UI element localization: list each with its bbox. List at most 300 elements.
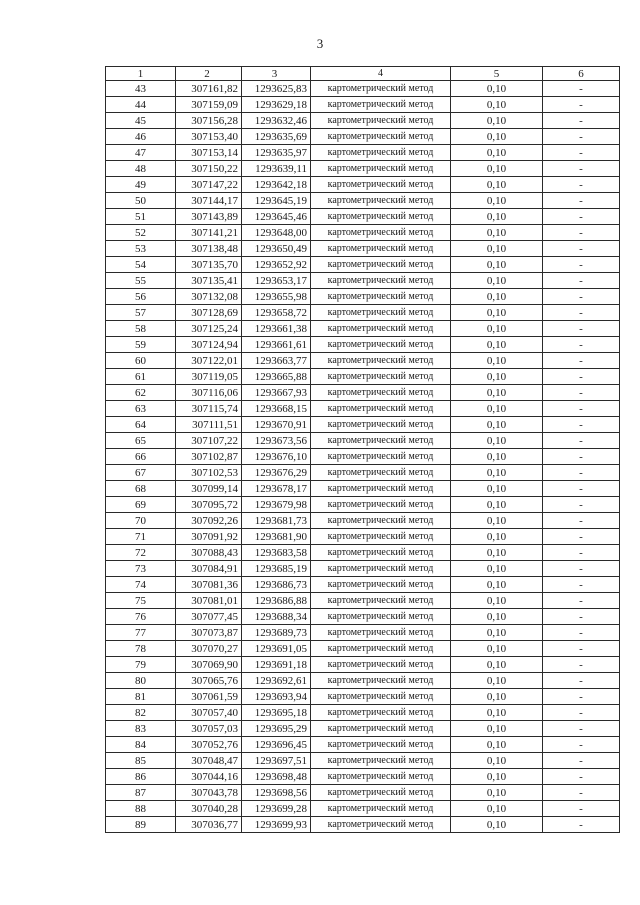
- method-cell: картометрический метод: [311, 529, 451, 545]
- point-number-cell: 63: [106, 401, 176, 417]
- x-coordinate-cell: 307092,26: [176, 513, 242, 529]
- table-row: [106, 801, 620, 817]
- x-coordinate-cell: 307150,22: [176, 161, 242, 177]
- x-coordinate-cell: 307057,40: [176, 705, 242, 721]
- point-number-cell: 80: [106, 673, 176, 689]
- note-cell: -: [543, 465, 620, 481]
- x-coordinate-cell: 307119,05: [176, 369, 242, 385]
- method-cell: картометрический метод: [311, 641, 451, 657]
- note-cell: -: [543, 177, 620, 193]
- column-header-6: 6: [543, 67, 620, 81]
- table-row: [106, 689, 620, 705]
- point-number-cell: 71: [106, 529, 176, 545]
- x-coordinate-cell: 307125,24: [176, 321, 242, 337]
- method-cell: картометрический метод: [311, 417, 451, 433]
- accuracy-cell: 0,10: [451, 497, 543, 513]
- method-cell: картометрический метод: [311, 705, 451, 721]
- method-cell: картометрический метод: [311, 465, 451, 481]
- x-coordinate-cell: 307057,03: [176, 721, 242, 737]
- accuracy-cell: 0,10: [451, 193, 543, 209]
- table-row: [106, 177, 620, 193]
- x-coordinate-cell: 307070,27: [176, 641, 242, 657]
- note-cell: -: [543, 753, 620, 769]
- point-number-cell: 82: [106, 705, 176, 721]
- accuracy-cell: 0,10: [451, 689, 543, 705]
- point-number-cell: 54: [106, 257, 176, 273]
- y-coordinate-cell: 1293696,45: [242, 737, 311, 753]
- method-cell: картометрический метод: [311, 385, 451, 401]
- note-cell: -: [543, 449, 620, 465]
- point-number-cell: 46: [106, 129, 176, 145]
- note-cell: -: [543, 433, 620, 449]
- page-number: 3: [316, 36, 324, 51]
- y-coordinate-cell: 1293652,92: [242, 257, 311, 273]
- accuracy-cell: 0,10: [451, 113, 543, 129]
- x-coordinate-cell: 307036,77: [176, 817, 242, 833]
- point-number-cell: 65: [106, 433, 176, 449]
- method-cell: картометрический метод: [311, 241, 451, 257]
- note-cell: -: [543, 529, 620, 545]
- x-coordinate-cell: 307132,08: [176, 289, 242, 305]
- method-cell: картометрический метод: [311, 193, 451, 209]
- table-row: [106, 97, 620, 113]
- method-cell: картометрический метод: [311, 177, 451, 193]
- method-cell: картометрический метод: [311, 593, 451, 609]
- table-row: [106, 321, 620, 337]
- point-number-cell: 73: [106, 561, 176, 577]
- table-row: [106, 753, 620, 769]
- method-cell: картометрический метод: [311, 737, 451, 753]
- table-row: [106, 817, 620, 833]
- y-coordinate-cell: 1293685,19: [242, 561, 311, 577]
- point-number-cell: 67: [106, 465, 176, 481]
- y-coordinate-cell: 1293699,28: [242, 801, 311, 817]
- method-cell: картометрический метод: [311, 497, 451, 513]
- accuracy-cell: 0,10: [451, 289, 543, 305]
- accuracy-cell: 0,10: [451, 609, 543, 625]
- table-row: [106, 593, 620, 609]
- accuracy-cell: 0,10: [451, 401, 543, 417]
- point-number-cell: 55: [106, 273, 176, 289]
- x-coordinate-cell: 307107,22: [176, 433, 242, 449]
- y-coordinate-cell: 1293688,34: [242, 609, 311, 625]
- table-body: [106, 81, 620, 833]
- method-cell: картометрический метод: [311, 673, 451, 689]
- point-number-cell: 72: [106, 545, 176, 561]
- x-coordinate-cell: 307122,01: [176, 353, 242, 369]
- accuracy-cell: 0,10: [451, 161, 543, 177]
- method-cell: картометрический метод: [311, 625, 451, 641]
- x-coordinate-cell: 307143,89: [176, 209, 242, 225]
- y-coordinate-cell: 1293686,73: [242, 577, 311, 593]
- method-cell: картометрический метод: [311, 721, 451, 737]
- point-number-cell: 81: [106, 689, 176, 705]
- accuracy-cell: 0,10: [451, 337, 543, 353]
- accuracy-cell: 0,10: [451, 257, 543, 273]
- accuracy-cell: 0,10: [451, 433, 543, 449]
- y-coordinate-cell: 1293635,97: [242, 145, 311, 161]
- x-coordinate-cell: 307084,91: [176, 561, 242, 577]
- y-coordinate-cell: 1293691,05: [242, 641, 311, 657]
- point-number-cell: 44: [106, 97, 176, 113]
- point-number-cell: 59: [106, 337, 176, 353]
- table-header-row: [106, 67, 620, 81]
- table-row: [106, 561, 620, 577]
- y-coordinate-cell: 1293650,49: [242, 241, 311, 257]
- y-coordinate-cell: 1293642,18: [242, 177, 311, 193]
- x-coordinate-cell: 307144,17: [176, 193, 242, 209]
- x-coordinate-cell: 307135,41: [176, 273, 242, 289]
- accuracy-cell: 0,10: [451, 625, 543, 641]
- note-cell: -: [543, 145, 620, 161]
- method-cell: картометрический метод: [311, 753, 451, 769]
- x-coordinate-cell: 307099,14: [176, 481, 242, 497]
- note-cell: -: [543, 705, 620, 721]
- note-cell: -: [543, 721, 620, 737]
- y-coordinate-cell: 1293673,56: [242, 433, 311, 449]
- note-cell: -: [543, 129, 620, 145]
- method-cell: картометрический метод: [311, 113, 451, 129]
- table-row: [106, 785, 620, 801]
- y-coordinate-cell: 1293668,15: [242, 401, 311, 417]
- point-number-cell: 51: [106, 209, 176, 225]
- note-cell: -: [543, 225, 620, 241]
- accuracy-cell: 0,10: [451, 97, 543, 113]
- method-cell: картометрический метод: [311, 481, 451, 497]
- note-cell: -: [543, 401, 620, 417]
- y-coordinate-cell: 1293655,98: [242, 289, 311, 305]
- method-cell: картометрический метод: [311, 769, 451, 785]
- x-coordinate-cell: 307135,70: [176, 257, 242, 273]
- y-coordinate-cell: 1293686,88: [242, 593, 311, 609]
- accuracy-cell: 0,10: [451, 657, 543, 673]
- accuracy-cell: 0,10: [451, 561, 543, 577]
- method-cell: картометрический метод: [311, 353, 451, 369]
- y-coordinate-cell: 1293653,17: [242, 273, 311, 289]
- x-coordinate-cell: 307077,45: [176, 609, 242, 625]
- point-number-cell: 77: [106, 625, 176, 641]
- x-coordinate-cell: 307156,28: [176, 113, 242, 129]
- y-coordinate-cell: 1293683,58: [242, 545, 311, 561]
- method-cell: картометрический метод: [311, 145, 451, 161]
- accuracy-cell: 0,10: [451, 353, 543, 369]
- note-cell: -: [543, 193, 620, 209]
- y-coordinate-cell: 1293661,38: [242, 321, 311, 337]
- x-coordinate-cell: 307116,06: [176, 385, 242, 401]
- method-cell: картометрический метод: [311, 433, 451, 449]
- y-coordinate-cell: 1293681,73: [242, 513, 311, 529]
- point-number-cell: 57: [106, 305, 176, 321]
- y-coordinate-cell: 1293645,19: [242, 193, 311, 209]
- table-row: [106, 433, 620, 449]
- y-coordinate-cell: 1293670,91: [242, 417, 311, 433]
- point-number-cell: 85: [106, 753, 176, 769]
- column-header-1: 1: [106, 67, 176, 81]
- note-cell: -: [543, 561, 620, 577]
- method-cell: картометрический метод: [311, 81, 451, 97]
- point-number-cell: 78: [106, 641, 176, 657]
- method-cell: картометрический метод: [311, 545, 451, 561]
- method-cell: картометрический метод: [311, 817, 451, 833]
- point-number-cell: 48: [106, 161, 176, 177]
- point-number-cell: 52: [106, 225, 176, 241]
- accuracy-cell: 0,10: [451, 385, 543, 401]
- note-cell: -: [543, 369, 620, 385]
- note-cell: -: [543, 657, 620, 673]
- x-coordinate-cell: 307048,47: [176, 753, 242, 769]
- table-row: [106, 737, 620, 753]
- column-header-3: 3: [242, 67, 311, 81]
- point-number-cell: 89: [106, 817, 176, 833]
- method-cell: картометрический метод: [311, 689, 451, 705]
- point-number-cell: 86: [106, 769, 176, 785]
- x-coordinate-cell: 307161,82: [176, 81, 242, 97]
- y-coordinate-cell: 1293667,93: [242, 385, 311, 401]
- accuracy-cell: 0,10: [451, 753, 543, 769]
- table-row: [106, 337, 620, 353]
- table-row: [106, 305, 620, 321]
- method-cell: картометрический метод: [311, 321, 451, 337]
- table-row: [106, 369, 620, 385]
- point-number-cell: 84: [106, 737, 176, 753]
- point-number-cell: 88: [106, 801, 176, 817]
- method-cell: картометрический метод: [311, 369, 451, 385]
- y-coordinate-cell: 1293698,56: [242, 785, 311, 801]
- x-coordinate-cell: 307052,76: [176, 737, 242, 753]
- accuracy-cell: 0,10: [451, 529, 543, 545]
- accuracy-cell: 0,10: [451, 673, 543, 689]
- accuracy-cell: 0,10: [451, 273, 543, 289]
- note-cell: -: [543, 321, 620, 337]
- accuracy-cell: 0,10: [451, 449, 543, 465]
- table-row: [106, 513, 620, 529]
- table-row: [106, 209, 620, 225]
- table-row: [106, 577, 620, 593]
- accuracy-cell: 0,10: [451, 577, 543, 593]
- table-row: [106, 769, 620, 785]
- method-cell: картометрический метод: [311, 225, 451, 241]
- table-row: [106, 401, 620, 417]
- table-row: [106, 385, 620, 401]
- point-number-cell: 79: [106, 657, 176, 673]
- y-coordinate-cell: 1293695,18: [242, 705, 311, 721]
- accuracy-cell: 0,10: [451, 721, 543, 737]
- note-cell: -: [543, 209, 620, 225]
- note-cell: -: [543, 673, 620, 689]
- table-row: [106, 705, 620, 721]
- note-cell: -: [543, 81, 620, 97]
- note-cell: -: [543, 689, 620, 705]
- point-number-cell: 64: [106, 417, 176, 433]
- accuracy-cell: 0,10: [451, 225, 543, 241]
- table-row: [106, 609, 620, 625]
- method-cell: картометрический метод: [311, 657, 451, 673]
- table-row: [106, 625, 620, 641]
- x-coordinate-cell: 307124,94: [176, 337, 242, 353]
- x-coordinate-cell: 307147,22: [176, 177, 242, 193]
- point-number-cell: 74: [106, 577, 176, 593]
- note-cell: -: [543, 817, 620, 833]
- table-row: [106, 545, 620, 561]
- y-coordinate-cell: 1293698,48: [242, 769, 311, 785]
- x-coordinate-cell: 307159,09: [176, 97, 242, 113]
- method-cell: картометрический метод: [311, 273, 451, 289]
- method-cell: картометрический метод: [311, 129, 451, 145]
- y-coordinate-cell: 1293699,93: [242, 817, 311, 833]
- y-coordinate-cell: 1293645,46: [242, 209, 311, 225]
- y-coordinate-cell: 1293635,69: [242, 129, 311, 145]
- table-row: [106, 481, 620, 497]
- note-cell: -: [543, 241, 620, 257]
- accuracy-cell: 0,10: [451, 145, 543, 161]
- table-row: [106, 497, 620, 513]
- method-cell: картометрический метод: [311, 577, 451, 593]
- table-row: [106, 129, 620, 145]
- note-cell: -: [543, 737, 620, 753]
- note-cell: -: [543, 337, 620, 353]
- table-row: [106, 417, 620, 433]
- table-row: [106, 529, 620, 545]
- table-row: [106, 289, 620, 305]
- point-number-cell: 53: [106, 241, 176, 257]
- accuracy-cell: 0,10: [451, 705, 543, 721]
- table-row: [106, 465, 620, 481]
- method-cell: картометрический метод: [311, 401, 451, 417]
- method-cell: картометрический метод: [311, 513, 451, 529]
- accuracy-cell: 0,10: [451, 817, 543, 833]
- x-coordinate-cell: 307081,36: [176, 577, 242, 593]
- table-row: [106, 193, 620, 209]
- accuracy-cell: 0,10: [451, 417, 543, 433]
- x-coordinate-cell: 307128,69: [176, 305, 242, 321]
- note-cell: -: [543, 625, 620, 641]
- note-cell: -: [543, 257, 620, 273]
- table-row: [106, 113, 620, 129]
- y-coordinate-cell: 1293681,90: [242, 529, 311, 545]
- x-coordinate-cell: 307111,51: [176, 417, 242, 433]
- table-row: [106, 273, 620, 289]
- accuracy-cell: 0,10: [451, 593, 543, 609]
- method-cell: картометрический метод: [311, 609, 451, 625]
- note-cell: -: [543, 801, 620, 817]
- accuracy-cell: 0,10: [451, 241, 543, 257]
- method-cell: картометрический метод: [311, 785, 451, 801]
- accuracy-cell: 0,10: [451, 129, 543, 145]
- note-cell: -: [543, 609, 620, 625]
- accuracy-cell: 0,10: [451, 801, 543, 817]
- y-coordinate-cell: 1293625,83: [242, 81, 311, 97]
- table-row: [106, 721, 620, 737]
- method-cell: картометрический метод: [311, 801, 451, 817]
- y-coordinate-cell: 1293648,00: [242, 225, 311, 241]
- y-coordinate-cell: 1293663,77: [242, 353, 311, 369]
- y-coordinate-cell: 1293676,29: [242, 465, 311, 481]
- note-cell: -: [543, 385, 620, 401]
- note-cell: -: [543, 273, 620, 289]
- table-row: [106, 81, 620, 97]
- note-cell: -: [543, 305, 620, 321]
- method-cell: картометрический метод: [311, 561, 451, 577]
- table-row: [106, 657, 620, 673]
- y-coordinate-cell: 1293697,51: [242, 753, 311, 769]
- note-cell: -: [543, 641, 620, 657]
- x-coordinate-cell: 307102,53: [176, 465, 242, 481]
- point-number-cell: 83: [106, 721, 176, 737]
- accuracy-cell: 0,10: [451, 769, 543, 785]
- method-cell: картометрический метод: [311, 337, 451, 353]
- table-row: [106, 353, 620, 369]
- note-cell: -: [543, 577, 620, 593]
- x-coordinate-cell: 307153,14: [176, 145, 242, 161]
- table-row: [106, 225, 620, 241]
- accuracy-cell: 0,10: [451, 481, 543, 497]
- y-coordinate-cell: 1293679,98: [242, 497, 311, 513]
- note-cell: -: [543, 769, 620, 785]
- point-number-cell: 49: [106, 177, 176, 193]
- method-cell: картометрический метод: [311, 449, 451, 465]
- table-row: [106, 641, 620, 657]
- x-coordinate-cell: 307102,87: [176, 449, 242, 465]
- accuracy-cell: 0,10: [451, 321, 543, 337]
- table-row: [106, 257, 620, 273]
- method-cell: картометрический метод: [311, 257, 451, 273]
- accuracy-cell: 0,10: [451, 785, 543, 801]
- point-number-cell: 61: [106, 369, 176, 385]
- x-coordinate-cell: 307153,40: [176, 129, 242, 145]
- note-cell: -: [543, 417, 620, 433]
- point-number-cell: 62: [106, 385, 176, 401]
- method-cell: картометрический метод: [311, 289, 451, 305]
- y-coordinate-cell: 1293661,61: [242, 337, 311, 353]
- accuracy-cell: 0,10: [451, 465, 543, 481]
- point-number-cell: 47: [106, 145, 176, 161]
- point-number-cell: 66: [106, 449, 176, 465]
- y-coordinate-cell: 1293689,73: [242, 625, 311, 641]
- accuracy-cell: 0,10: [451, 305, 543, 321]
- accuracy-cell: 0,10: [451, 209, 543, 225]
- column-header-2: 2: [176, 67, 242, 81]
- accuracy-cell: 0,10: [451, 641, 543, 657]
- table-row: [106, 449, 620, 465]
- point-number-cell: 43: [106, 81, 176, 97]
- y-coordinate-cell: 1293665,88: [242, 369, 311, 385]
- point-number-cell: 56: [106, 289, 176, 305]
- y-coordinate-cell: 1293691,18: [242, 657, 311, 673]
- y-coordinate-cell: 1293658,72: [242, 305, 311, 321]
- method-cell: картометрический метод: [311, 209, 451, 225]
- note-cell: -: [543, 353, 620, 369]
- x-coordinate-cell: 307040,28: [176, 801, 242, 817]
- point-number-cell: 87: [106, 785, 176, 801]
- table-row: [106, 145, 620, 161]
- point-number-cell: 70: [106, 513, 176, 529]
- y-coordinate-cell: 1293695,29: [242, 721, 311, 737]
- point-number-cell: 69: [106, 497, 176, 513]
- note-cell: -: [543, 161, 620, 177]
- note-cell: -: [543, 289, 620, 305]
- x-coordinate-cell: 307081,01: [176, 593, 242, 609]
- x-coordinate-cell: 307115,74: [176, 401, 242, 417]
- column-header-4: 4: [311, 67, 451, 81]
- point-number-cell: 75: [106, 593, 176, 609]
- x-coordinate-cell: 307091,92: [176, 529, 242, 545]
- y-coordinate-cell: 1293639,11: [242, 161, 311, 177]
- accuracy-cell: 0,10: [451, 177, 543, 193]
- note-cell: -: [543, 481, 620, 497]
- x-coordinate-cell: 307095,72: [176, 497, 242, 513]
- note-cell: -: [543, 545, 620, 561]
- table-row: [106, 673, 620, 689]
